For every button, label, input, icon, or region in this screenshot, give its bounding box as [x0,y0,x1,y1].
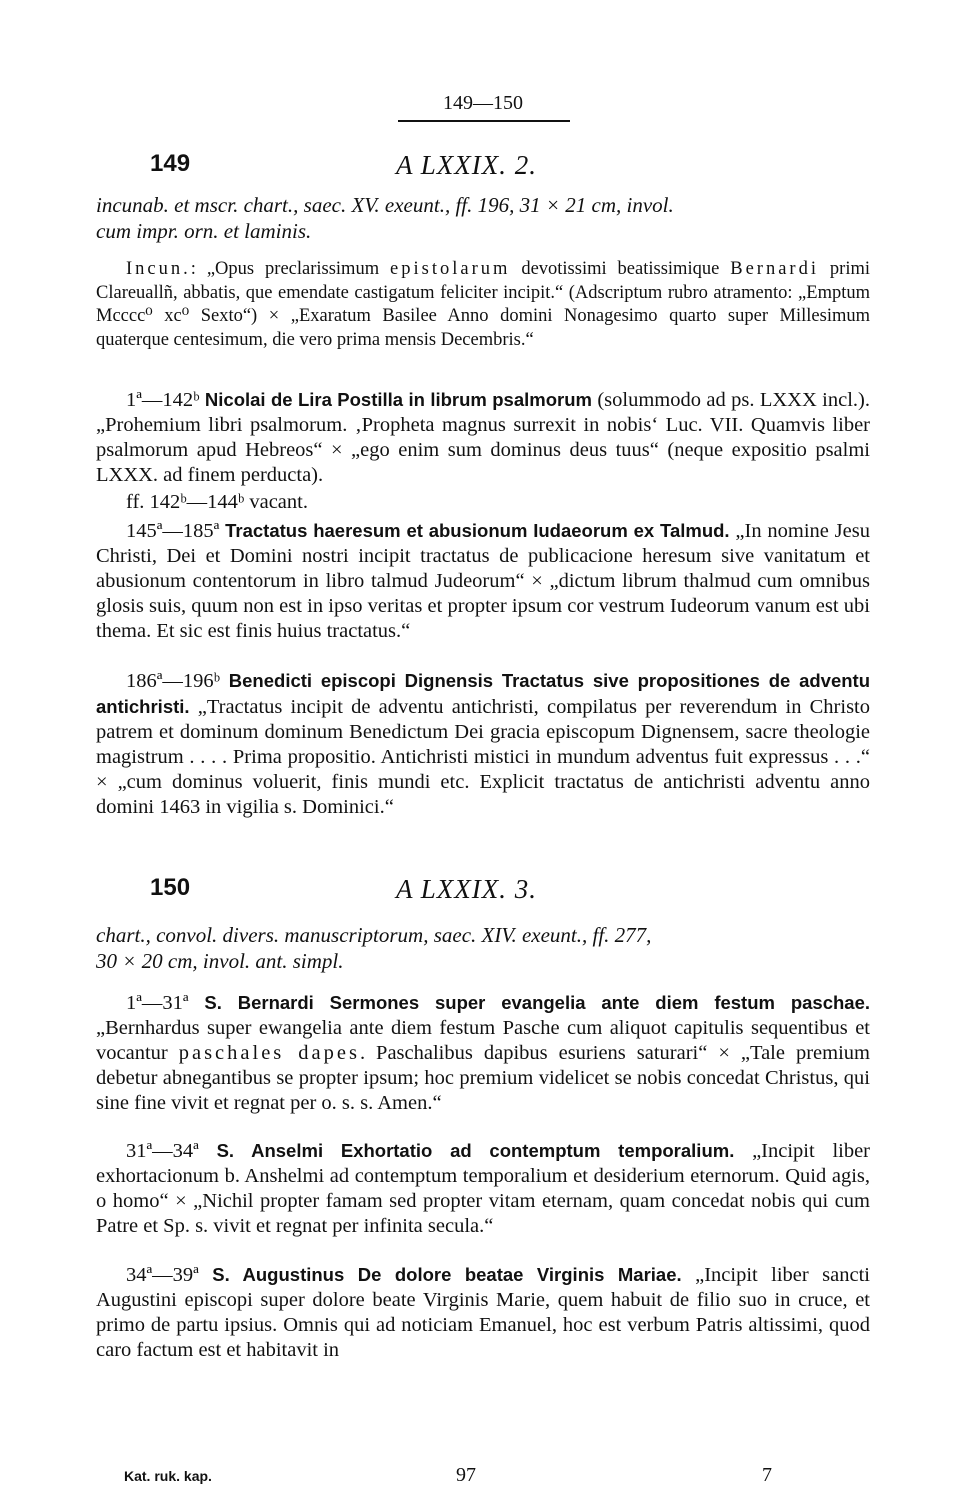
item-title: Nicolai de Lira Postilla in librum psalmorum [204,389,592,410]
item-text: vacant. [244,491,308,513]
item-text: „Incipit liber exhortacionum b. Anshelmi ad contemptum temporalium et desiderium eternorum. Quid agis, o homo“ × „Nichil propter famam sed propter vitam eternam, quam concedat nobis qui cum Patre et Sp. s. vivit et regnat per infinita secula.“ [96,1140,871,1237]
entry-150-item-1 [96,990,870,1116]
folio-range: 145ª—185ª [126,520,220,542]
description-line: incunab. et mscr. chart., saec. XV. exeunt., ff. 196, 31 × 21 cm, invol. [96,193,674,217]
item-text: „Tractatus incipit de adventu antichristi, compilatus per reverendum in Christo patrem et dominum dominum Benedictum Dei gracia episcopum Dignensem, sacre theologie magistrum . . . . Prima propositio. Antichristi mistici in mundum adventus fuit expressus . . .“ × „cum dominus voluerit, finis mundi etc. Explicit tractatus de antichristi adventu anno domini 1463 in vigilia s. Dominici.“ [96,696,870,818]
entry-150-item-2 [96,1138,870,1239]
item-text: „Bernhardus super ewangelia ante diem festum Pasche cum aliquot capitulis sequentibus et vocantur [96,1017,870,1064]
entry-149-description [96,192,870,244]
entry-149-incunable [96,258,870,352]
entry-signature: A LXXIX. 3. [396,874,537,904]
item-text: (solummodo ad ps. LXXX incl.). „Prohemium libri psalmorum. ‚Propheta magnus surrexit in nobis‘ Luc. VII. Quamvis liber psalmorum apud Hebreos“ × „ego enim sum dominus deus tuus“ (neque expositio psalmi LXXX. ad finem perducta). [96,389,870,486]
page-footer [96,1462,870,1488]
item-title: Benedicti episcopi Dignensis Tractatus sive propositiones de adventu antichristi. [96,670,871,717]
item-title: S. Augustinus De dolore beatae Virginis Mariae. [212,1264,682,1285]
folio-range: 1ª—31ª [126,992,189,1014]
footer-signature: Kat. ruk. kap. [124,1468,212,1484]
entry-149-item-4 [96,668,870,820]
item-text: „In nomine Jesu Christi, Dei et Domini nostri incipit tractatus de publicacione heresum sive vanitatum et abusionum contentorum in libro talmud Judeorum“ × „dictum librum thalmud cum omnibus glosis suis, quum non est in ipso veritas et propter ipsum cor vestrum Iudeorum vanum est ubi thema. Et sic est finis huius tractatus.“ [96,520,870,642]
item-text: . Paschalibus dapibus esuriens saturari“ × „Tale premium debetur abnegantibus se propter ipsum; hoc premium videlicet se nobis concedat Christus, qui sine fine vivit et regnat per o. s. s. Amen.“ [96,1042,870,1114]
entry-150-heading [96,874,870,908]
entry-149-item-3 [96,518,870,644]
item-text: „Incipit liber sancti Augustini episcopi super dolore beate Virginis Marie, quem habuit de filio suo in cruce, et primo de partu ipsius. Omnis qui ad noticiam Emanuel, hoc est verbum Patris altissimi, quod caro factum est et habitavit in [96,1264,870,1361]
entry-149-item-1 [96,387,870,488]
item-spaced-text: paschales dapes [178,1042,360,1064]
entry-150-item-3 [96,1262,870,1363]
item-title: S. Anselmi Exhortatio ad contemptum temporalium. [216,1140,735,1161]
folio-range: 1ª—142ᵇ [126,389,200,411]
entry-number: 150 [150,874,191,901]
entry-number: 149 [150,150,191,177]
entry-149-item-2 [96,490,870,515]
entry-149-heading [96,150,870,184]
incun-spaced: epistolarum [390,259,511,279]
head-rule [398,120,570,122]
incun-label: Incun. [126,259,191,279]
folio-range: 186ª—196ᵇ [126,670,221,692]
item-title: Tractatus haeresum et abusionum Iudaeorum ex Talmud. [225,520,730,541]
incun-text: primi Clareuallñ, abbatis, que emendate castigatum feliciter incipit.“ (Adscriptum rubro atramento: „Emptum Mcccc⁰ xc⁰ Sexto“) × „Exaratum Basilee Anno domini Nonagesimo quarto super Millesimum quaterque centesimum, die vero prima mensis Decembris.“ [96,259,870,350]
entry-150-description [96,922,870,974]
folio-range: ff. 142ᵇ—144ᵇ [126,491,245,513]
incun-text: devotissimi beatissimique [510,259,731,279]
incun-spaced: Bernardi [730,259,819,279]
item-title: S. Bernardi Sermones super evangelia ante diem festum paschae. [204,992,871,1013]
folio-range: 34ª—39ª [126,1264,199,1286]
incun-text: : „Opus preclarissimum [190,259,391,279]
description-line: chart., convol. divers. manuscriptorum, saec. XIV. exeunt., ff. 277, [96,923,652,947]
running-head: 149—150 [443,92,523,114]
description-line: 30 × 20 cm, invol. ant. simpl. [96,949,344,973]
folio-range: 31ª—34ª [126,1140,199,1162]
description-line: cum impr. orn. et laminis. [96,219,312,243]
page-number: 97 [456,1464,476,1486]
sheet-number: 7 [762,1464,772,1486]
entry-signature: A LXXIX. 2. [396,150,537,180]
